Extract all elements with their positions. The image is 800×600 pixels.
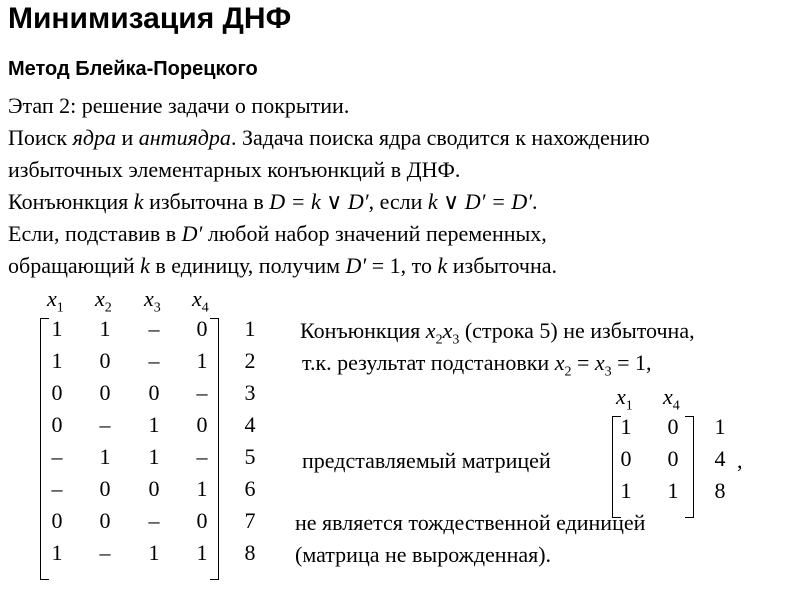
matrix-cell: 0 (148, 476, 160, 501)
row-number: 1 (244, 316, 256, 341)
matrix-cell: 0 (620, 446, 632, 471)
row-number: 3 (244, 380, 256, 405)
right-text-comma: , (737, 448, 743, 473)
matrix-left-bracket (40, 318, 49, 580)
row-number: 2 (244, 348, 256, 373)
matrix-right-bracket (210, 318, 219, 580)
matrix-cell: 0 (51, 380, 63, 405)
matrix-cell: – (148, 348, 160, 373)
right-text-line-3: представляемый матрицей (302, 448, 551, 473)
row-number: 7 (244, 508, 256, 533)
row-number: 4 (714, 446, 726, 471)
matrix-cell: 1 (196, 540, 208, 565)
matrix-cell: – (51, 476, 63, 501)
matrix-cell: 1 (620, 414, 632, 439)
matrix-cell: – (51, 444, 63, 469)
matrix-cell: 1 (196, 348, 208, 373)
row-number: 4 (244, 412, 256, 437)
matrix-cell: – (99, 412, 111, 437)
column-header: $x_2$ (95, 286, 112, 316)
matrix-cell: 0 (667, 446, 679, 471)
matrix-cell: – (148, 316, 160, 341)
matrix-cell: 1 (51, 540, 63, 565)
matrix-cell: 0 (99, 508, 111, 533)
matrix-cell: 1 (148, 444, 160, 469)
column-header: $x_4$ (192, 286, 209, 316)
matrix-cell: 0 (99, 380, 111, 405)
column-header: $x_1$ (616, 384, 633, 414)
matrix-cell: 1 (148, 540, 160, 565)
right-text-line-1: Конъюнкция $x_2x_3$ (строка 5) не избыточна, (300, 318, 695, 348)
text-line-2: Поиск ядра и антиядра. Задача поиска ядра сводится к нахождению (8, 125, 650, 150)
matrix-cell: 0 (99, 476, 111, 501)
row-number: 1 (714, 414, 726, 439)
matrix-cell: 0 (51, 508, 63, 533)
matrix-left-bracket (612, 416, 621, 518)
matrix-cell: 1 (196, 476, 208, 501)
column-header: $x_1$ (47, 286, 64, 316)
right-text-line-2: т.к. результат подстановки $x_2 = x_3 = 1$, (302, 350, 652, 380)
matrix-cell: 1 (620, 478, 632, 503)
column-header: $x_4$ (663, 384, 680, 414)
matrix-cell: 0 (51, 412, 63, 437)
matrix-cell: 0 (196, 508, 208, 533)
matrix-cell: 0 (667, 414, 679, 439)
matrix-cell: 0 (148, 380, 160, 405)
row-number: 8 (244, 540, 256, 565)
matrix-cell: – (196, 380, 208, 405)
matrix-cell: – (196, 444, 208, 469)
matrix-cell: 1 (99, 444, 111, 469)
matrix-cell: – (148, 508, 160, 533)
text-line-4: Конъюнкция k избыточна в D = k ∨ D′, если k ∨ D′ = D′. (8, 189, 538, 214)
right-text-line-5: (матрица не вырожденная). (295, 542, 552, 567)
row-number: 5 (244, 444, 256, 469)
matrix-right-bracket (685, 416, 694, 518)
right-text-line-4: не является тождественной единицей (295, 510, 646, 535)
matrix-cell: 1 (51, 316, 63, 341)
matrix-cell: 1 (148, 412, 160, 437)
page-title: Минимизация ДНФ (8, 2, 292, 35)
matrix-cell: 1 (51, 348, 63, 373)
text-line-3: избыточных элементарных конъюнкций в ДНФ. (8, 157, 461, 182)
row-number: 8 (714, 478, 726, 503)
matrix-cell: 0 (99, 348, 111, 373)
matrix-cell: 0 (196, 412, 208, 437)
text-line-6: обращающий k в единицу, получим D′ = 1, то k избыточна. (8, 253, 558, 278)
row-number: 6 (244, 476, 256, 501)
matrix-cell: 1 (667, 478, 679, 503)
text-line-1: Этап 2: решение задачи о покрытии. (8, 93, 350, 118)
text-line-5: Если, подставив в D′ любой набор значений переменных, (8, 221, 547, 246)
matrix-cell: 1 (99, 316, 111, 341)
column-header: $x_3$ (144, 286, 161, 316)
page-subtitle: Метод Блейка-Порецкого (8, 58, 258, 80)
matrix-cell: – (99, 540, 111, 565)
matrix-cell: 0 (196, 316, 208, 341)
